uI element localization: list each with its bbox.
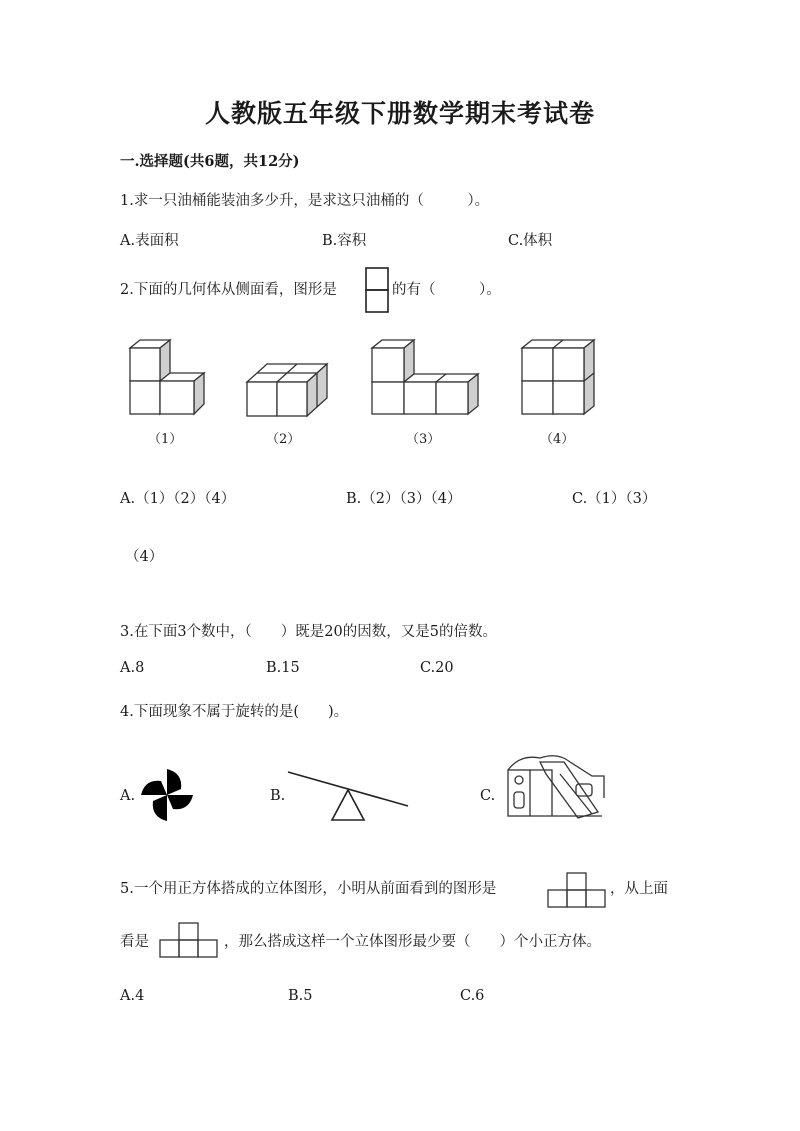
question-3-option-c[interactable]: C.20 bbox=[420, 660, 454, 676]
question-3-option-b[interactable]: B.15 bbox=[266, 660, 300, 676]
slide-icon bbox=[500, 748, 610, 824]
question-5-option-b[interactable]: B.5 bbox=[288, 988, 313, 1004]
question-3-option-a[interactable]: A.8 bbox=[120, 660, 145, 676]
question-1-text: 1.求一只油桶能装油多少升，是求这只油桶的（ ）。 bbox=[120, 193, 490, 209]
question-2-option-a[interactable]: A.（1）（2）（4） bbox=[120, 491, 236, 507]
pinwheel-icon bbox=[138, 766, 196, 824]
question-1-option-c[interactable]: C.体积 bbox=[508, 233, 553, 249]
side-view-two-squares-icon bbox=[365, 267, 389, 315]
top-view-figure bbox=[158, 921, 220, 961]
question-4-option-c[interactable]: C. bbox=[480, 788, 496, 804]
cube-figure-2 bbox=[245, 362, 330, 418]
question-1-option-b[interactable]: B.容积 bbox=[322, 233, 367, 249]
cube-figure-3 bbox=[370, 338, 482, 418]
front-view-figure bbox=[546, 871, 608, 911]
question-5-text-part-3: 看是 bbox=[120, 934, 149, 950]
question-5-text-part-1: 5.一个用正方体搭成的立体图形，小明从前面看到的图形是 bbox=[120, 881, 497, 897]
section-heading: 一.选择题(共6题，共12分) bbox=[120, 153, 300, 170]
cube-figure-4 bbox=[520, 338, 600, 418]
question-5-option-a[interactable]: A.4 bbox=[120, 988, 145, 1004]
question-5-text-part-4: ，那么搭成这样一个立体图形最少要（ ）个小正方体。 bbox=[224, 934, 601, 950]
seesaw-icon bbox=[286, 768, 412, 824]
question-2-text-before: 2.下面的几何体从侧面看，图形是 bbox=[120, 282, 337, 298]
cube-figure-1 bbox=[128, 338, 208, 418]
page-title: 人教版五年级下册数学期末考试卷 bbox=[204, 99, 595, 128]
question-1-option-a[interactable]: A.表面积 bbox=[120, 233, 179, 249]
question-4-option-b[interactable]: B. bbox=[270, 788, 286, 804]
question-4-text: 4.下面现象不属于旋转的是( )。 bbox=[120, 704, 349, 720]
figure-2-caption: （2） bbox=[266, 432, 301, 447]
question-4-option-a[interactable]: A. bbox=[120, 788, 136, 804]
question-2-option-c-continued: （4） bbox=[125, 549, 164, 565]
figure-3-caption: （3） bbox=[406, 432, 441, 447]
question-2-text-after: 的有（ ）。 bbox=[392, 282, 501, 298]
question-2-option-c[interactable]: C.（1）（3） bbox=[572, 491, 657, 507]
question-5-text-part-2: ，从上面 bbox=[610, 881, 668, 897]
question-5-option-c[interactable]: C.6 bbox=[460, 988, 485, 1004]
figure-4-caption: （4） bbox=[540, 432, 575, 447]
question-3-text: 3.在下面3个数中，（ ）既是20的因数，又是5的倍数。 bbox=[120, 624, 497, 640]
question-2-option-b[interactable]: B.（2）（3）（4） bbox=[346, 491, 462, 507]
figure-1-caption: （1） bbox=[148, 432, 183, 447]
